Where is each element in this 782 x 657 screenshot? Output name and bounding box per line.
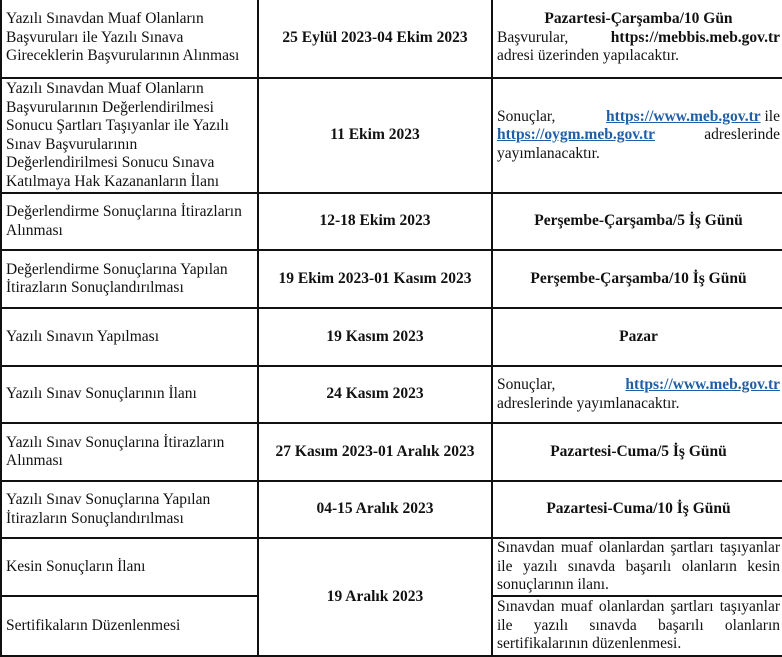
note-line <box>497 108 780 127</box>
note-title: Pazartesi-Çarşamba/10 Gün <box>544 10 733 28</box>
date-cell: 19 Aralık 2023 <box>258 538 492 656</box>
mebbis-link[interactable]: https://mebbis.meb.gov.tr <box>610 28 780 46</box>
table-row <box>1 0 782 78</box>
meb-link[interactable]: https://www.meb.gov.tr <box>625 376 780 393</box>
activity-cell: Değerlendirme Sonuçlarına Yapılan İtirazların Sonuçlandırılması <box>1 250 258 308</box>
note-mid2: adreslerinde <box>704 126 780 144</box>
table-row <box>1 366 782 423</box>
note-mid: ile <box>764 107 780 125</box>
note-cell <box>492 366 782 423</box>
date-cell: 19 Ekim 2023-01 Kasım 2023 <box>258 250 492 308</box>
oygm-link[interactable]: https://oygm.meb.gov.tr <box>497 126 656 144</box>
date-cell: 19 Kasım 2023 <box>258 308 492 366</box>
note-prefix: Sonuçlar, <box>497 376 556 393</box>
note-suffix: yayımlanacaktır. <box>497 144 600 162</box>
date-cell: 27 Kasım 2023-01 Aralık 2023 <box>258 423 492 481</box>
note-cell: Pazartesi-Cuma/5 İş Günü <box>492 423 782 481</box>
note-line <box>497 376 780 395</box>
table-row <box>1 78 782 193</box>
note-prefix: Başvurular, <box>497 28 569 46</box>
activity-cell: Yazılı Sınav Sonuçlarının İlanı <box>1 366 258 423</box>
note-suffix: adresi üzerinden yapılacaktır. <box>497 47 680 65</box>
date-cell: 12-18 Ekim 2023 <box>258 193 492 250</box>
note-cell: Sınavdan muaf olanlardan şartları taşıyanlar ile yazılı sınavda başarılı olanların sertifikalarının düzenlenmesi. <box>492 596 782 656</box>
note-line <box>497 126 780 145</box>
note-cell: Sınavdan muaf olanlardan şartları taşıyanlar ile yazılı sınavda başarılı olanların kesin sonuçlarının ilanı. <box>492 538 782 596</box>
note-cell <box>492 78 782 193</box>
activity-cell: Sertifikaların Düzenlenmesi <box>1 596 258 656</box>
activity-cell: Yazılı Sınav Sonuçlarına Yapılan İtirazların Sonuçlandırılması <box>1 481 258 538</box>
activity-cell: Yazılı Sınav Sonuçlarına İtirazların Alınması <box>1 423 258 481</box>
meb-link[interactable]: https://www.meb.gov.tr <box>606 107 761 125</box>
note-line <box>497 29 780 48</box>
note-cell: Perşembe-Çarşamba/5 İş Günü <box>492 193 782 250</box>
date-cell: 24 Kasım 2023 <box>258 366 492 423</box>
activity-cell: Yazılı Sınavdan Muaf Olanların Başvuruları ile Yazılı Sınava Gireceklerin Başvurularının Alınması <box>1 0 258 78</box>
table-row <box>1 423 782 481</box>
activity-cell: Yazılı Sınavdan Muaf Olanların Başvurularının Değerlendirilmesi Sonucu Şartları Taşıyanlar ile Yazılı Sınav Başvurularının Değerlendirilmesi Sonucu Sınava Katılmaya Hak Kazananların İlanı <box>1 78 258 193</box>
note-cell: Pazartesi-Cuma/10 İş Günü <box>492 481 782 538</box>
table-row <box>1 538 782 596</box>
date-cell: 04-15 Aralık 2023 <box>258 481 492 538</box>
note-prefix: Sonuçlar, <box>497 107 556 125</box>
activity-cell: Yazılı Sınavın Yapılması <box>1 308 258 366</box>
table-row <box>1 481 782 538</box>
note-cell: Pazar <box>492 308 782 366</box>
note-suffix: adreslerinde yayımlanacaktır. <box>497 394 680 412</box>
table-row <box>1 308 782 366</box>
activity-cell: Kesin Sonuçların İlanı <box>1 538 258 596</box>
note-cell: Perşembe-Çarşamba/10 İş Günü <box>492 250 782 308</box>
table-row <box>1 250 782 308</box>
date-cell: 11 Ekim 2023 <box>258 78 492 193</box>
note-cell <box>492 0 782 78</box>
table-row <box>1 193 782 250</box>
activity-cell: Değerlendirme Sonuçlarına İtirazların Alınması <box>1 193 258 250</box>
date-cell: 25 Eylül 2023-04 Ekim 2023 <box>258 0 492 78</box>
